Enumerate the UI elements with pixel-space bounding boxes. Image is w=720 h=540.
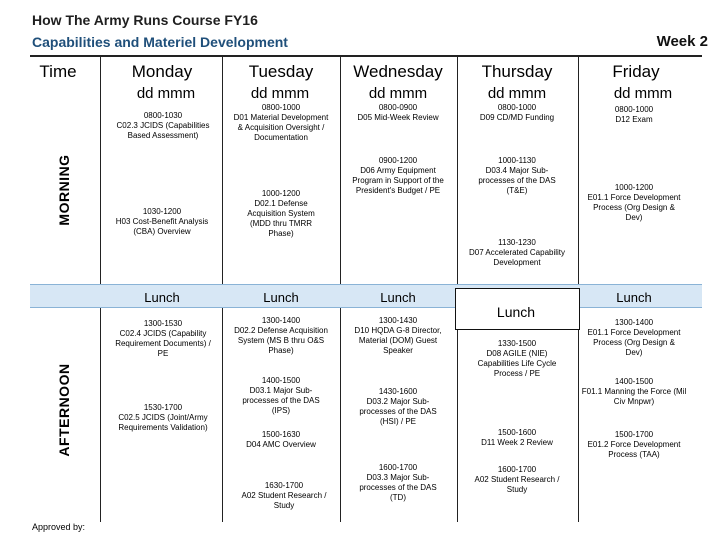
lunch-tuesday: Lunch (263, 290, 299, 305)
event-time: 1300-1400 (614, 318, 654, 327)
event-desc: C02.4 JCIDS (Capability Requirement Documents) / PE (115, 329, 211, 358)
event-desc: E01.2 Force Development Process (TAA) (587, 440, 681, 459)
event-time: 1000-1200 (614, 183, 654, 192)
event-desc: D03.2 Major Sub-processes of the DAS (HSI) / PE (359, 397, 437, 426)
day-header-monday: Monday (131, 62, 193, 81)
event-block (107, 111, 219, 141)
event-block (343, 103, 453, 123)
event-block (472, 103, 562, 123)
event-time: 1300-1430 (378, 316, 418, 325)
event-block (472, 156, 562, 196)
event-desc: E01.1 Force Development Process (Org Design & Dev) (587, 193, 681, 222)
day-header-tuesday: Tuesday (248, 62, 314, 81)
event-block (241, 189, 321, 239)
event-desc: D07 Accelerated Capability Development (468, 248, 566, 267)
event-time: 1130-1230 (498, 238, 536, 247)
event-time: 1330-1500 (497, 339, 537, 348)
event-desc: A02 Student Research / Study (474, 475, 560, 494)
event-block (106, 207, 218, 237)
event-desc: E01.1 Force Development Process (Org Design & Dev) (587, 328, 681, 357)
lunch-monday: Lunch (144, 290, 180, 305)
event-desc: H03 Cost-Benefit Analysis (CBA) Overview (115, 217, 209, 236)
event-block (589, 105, 679, 125)
event-time: 1300-1530 (143, 319, 183, 328)
event-desc: D11 Week 2 Review (481, 438, 553, 447)
event-time: 0800-1000 (614, 105, 654, 114)
event-time: 1030-1200 (142, 207, 182, 216)
event-block (470, 339, 565, 379)
event-time: 1400-1500 (261, 376, 301, 385)
event-time: 1500-1600 (497, 428, 537, 437)
header-rule (30, 55, 702, 57)
date-tuesday: dd mmm (250, 85, 310, 102)
event-time: 1630-1700 (264, 481, 304, 490)
event-block (348, 156, 448, 196)
event-time: 1530-1700 (143, 403, 183, 412)
event-desc: D12 Exam (615, 115, 653, 124)
event-desc: A02 Student Research / Study (241, 491, 327, 510)
event-desc: D04 AMC Overview (246, 440, 316, 449)
event-desc: C02.3 JCIDS (Capabilities Based Assessment) (116, 121, 210, 140)
event-block (587, 430, 682, 460)
day-header-friday: Friday (612, 62, 660, 81)
event-time: 0800-0900 (378, 103, 418, 112)
event-time: 1400-1500 (614, 377, 654, 386)
event-block (353, 387, 443, 427)
event-block (231, 316, 331, 356)
event-time: 1000-1130 (498, 156, 536, 165)
event-time: 1500-1700 (614, 430, 654, 439)
lunch-friday: Lunch (616, 290, 652, 305)
lunch-wednesday: Lunch (380, 290, 416, 305)
event-block (467, 428, 567, 448)
approved-by-label: Approved by: (32, 522, 86, 532)
morning-label: MORNING (56, 154, 72, 226)
time-header: Time (39, 62, 77, 81)
event-time: 1500-1630 (261, 430, 301, 439)
afternoon-label: AFTERNOON (56, 363, 72, 457)
event-block (234, 481, 334, 511)
course-title: How The Army Runs Course FY16 (32, 12, 258, 28)
event-time: 0800-1000 (497, 103, 537, 112)
event-desc: D02.2 Defense Acquisition System (MS B thru O&S Phase) (234, 326, 328, 355)
event-desc: D10 HQDA G-8 Director, Material (DOM) Guest Speaker (354, 326, 442, 355)
week-label: Week 2 (656, 33, 708, 50)
event-desc: D02.1 Defense Acquisition System (MDD thru TMRR Phase) (247, 199, 315, 238)
event-time: 0900-1200 (378, 156, 418, 165)
event-block (463, 238, 571, 268)
event-time: 1300-1400 (261, 316, 301, 325)
course-subtitle: Capabilities and Materiel Development (32, 34, 288, 50)
event-desc: D09 CD/MD Funding (479, 113, 555, 122)
date-thursday: dd mmm (487, 85, 547, 102)
event-block (353, 463, 443, 503)
event-block (587, 183, 682, 223)
date-friday: dd mmm (613, 85, 673, 102)
day-header-thursday: Thursday (481, 62, 553, 81)
day-header-wednesday: Wednesday (353, 62, 443, 81)
event-time: 1600-1700 (497, 465, 537, 474)
event-desc: D08 AGILE (NIE) Capabilities Life Cycle Process / PE (477, 349, 557, 378)
event-desc: D03.3 Major Sub-processes of the DAS (TD) (359, 473, 437, 502)
event-block (234, 376, 329, 416)
event-desc: D03.4 Major Sub-processes of the DAS (T&E) (478, 166, 556, 195)
event-block (231, 430, 331, 450)
event-time: 1430-1600 (378, 387, 418, 396)
event-time: 1000-1200 (261, 189, 301, 198)
event-desc: D03.1 Major Sub-processes of the DAS (IPS) (242, 386, 320, 415)
date-monday: dd mmm (136, 85, 196, 102)
event-block (107, 403, 219, 433)
event-block (587, 318, 682, 358)
event-block (579, 377, 689, 407)
event-time: 0800-1000 (261, 103, 301, 112)
event-block (467, 465, 567, 495)
event-desc: D05 Mid-Week Review (357, 113, 439, 122)
date-wednesday: dd mmm (368, 85, 428, 102)
event-desc: F01.1 Manning the Force (Mil Civ Mnpwr) (581, 387, 687, 406)
event-block (231, 103, 331, 143)
event-desc: C02.5 JCIDS (Joint/Army Requirements Validation) (118, 413, 208, 432)
event-block (344, 316, 452, 356)
event-desc: D06 Army Equipment Program in Support of the President's Budget / PE (352, 166, 444, 195)
event-time: 0800-1030 (143, 111, 183, 120)
event-desc: D01 Material Development & Acquisition Oversight / Documentation (233, 113, 329, 142)
lunch-band (30, 284, 702, 308)
event-time: 1600-1700 (378, 463, 418, 472)
event-block (111, 319, 216, 359)
lunch-thursday: Lunch (496, 304, 536, 320)
